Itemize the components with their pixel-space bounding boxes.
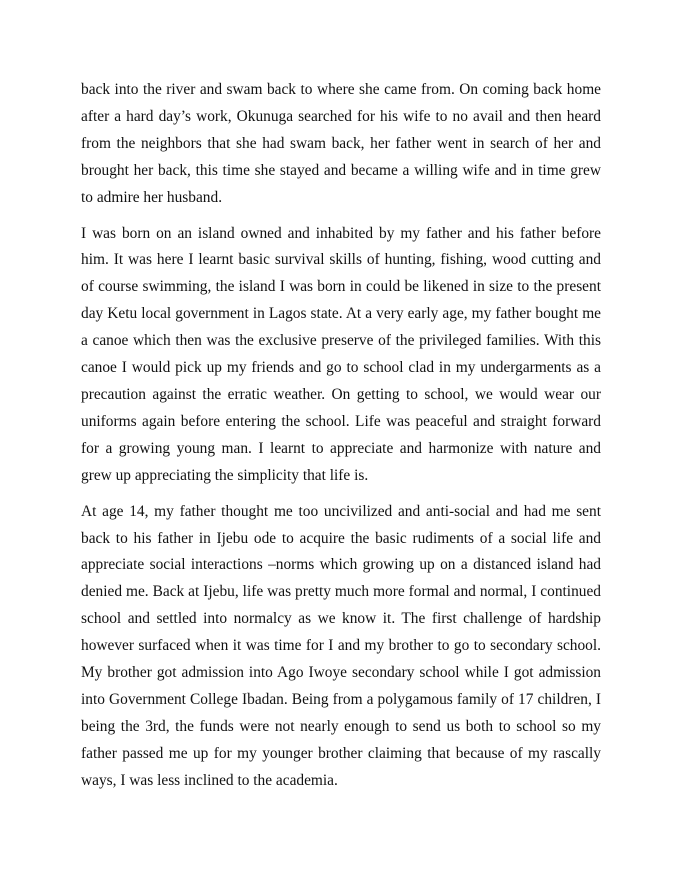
paragraph-1: back into the river and swam back to where she came from. On coming back home after a hard day’s work, Okunuga searched for his wife to no avail and then heard from the neighbors that she had swam back, her father went in search of her and brought her back, this time she stayed and became a willing wife and in time grew to admire her husband.	[81, 81, 601, 206]
paragraph-2: I was born on an island owned and inhabited by my father and his father before him. It was here I learnt basic survival skills of hunting, fishing, wood cutting and of course swimming, the island I was born in could be likened in size to the present day Ketu local government in Lagos state. At a very early age, my father bought me a canoe which then was the exclusive preserve of the privileged families. With this canoe I would pick up my friends and go to school clad in my undergarments as a precaution against the erratic weather. On getting to school, we would wear our uniforms again before entering the school. Life was peaceful and straight forward for a growing young man. I learnt to appreciate and harmonize with nature and grew up appreciating the simplicity that life is.	[81, 224, 601, 484]
document-page	[81, 77, 601, 804]
paragraph-3: At age 14, my father thought me too uncivilized and anti-social and had me sent back to his father in Ijebu ode to acquire the basic rudiments of a social life and appreciate social interactions –norms which growing up on a distanced island had denied me. Back at Ijebu, life was pretty much more formal and normal, I continued school and settled into normalcy as we know it. The first challenge of hardship however surfaced when it was time for I and my brother to go to secondary school. My brother got admission into Ago Iwoye secondary school while I got admission into Government College Ibadan. Being from a polygamous family of 17 children, I being the 3rd, the funds were not nearly enough to send us both to school so my father passed me up for my younger brother claiming that because of my rascally ways, I was less inclined to the academia.	[81, 502, 601, 789]
